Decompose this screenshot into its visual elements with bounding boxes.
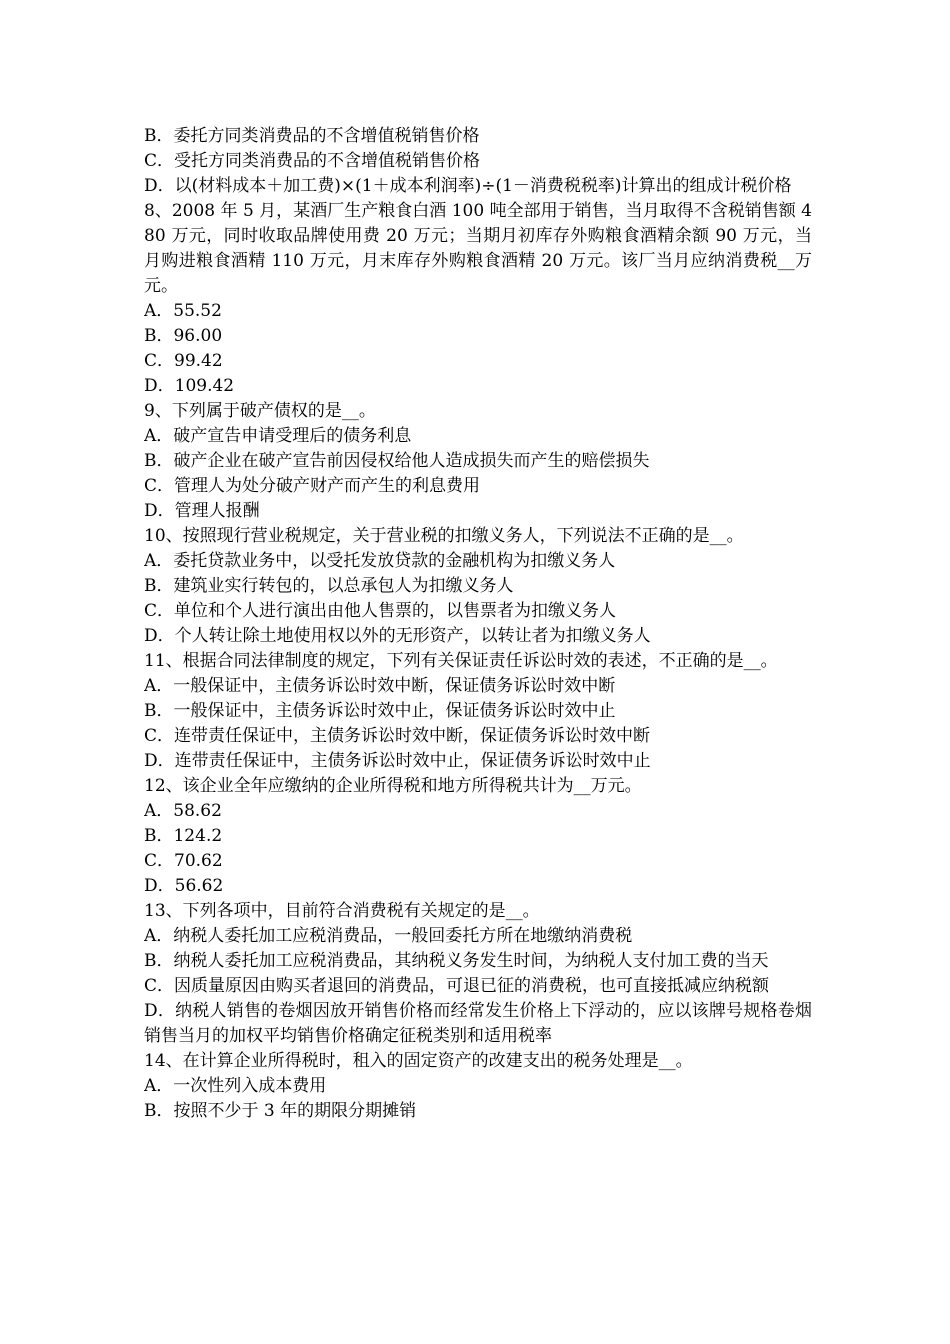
option-c: C．70.62: [144, 851, 223, 871]
option-c: C．因质量原因由购买者退回的消费品，可退已征的消费税，也可直接抵减应纳税额: [144, 976, 770, 996]
option-d: D．109.42: [144, 376, 235, 396]
question-11: [144, 649, 812, 774]
option-c: C．受托方同类消费品的不含增值税销售价格: [144, 151, 481, 171]
option-a: A．纳税人委托加工应税消费品，一般回委托方所在地缴纳消费税: [144, 926, 633, 946]
question-13: [144, 899, 812, 1049]
option-b: B．按照不少于 3 年的期限分期摊销: [144, 1101, 417, 1121]
option-c: C．连带责任保证中，主债务诉讼时效中断，保证债务诉讼时效中断: [144, 726, 651, 746]
question-stem: 13、下列各项中，目前符合消费税有关规定的是__。: [144, 901, 540, 921]
question-stem: 12、该企业全年应缴纳的企业所得税和地方所得税共计为__万元。: [144, 776, 642, 796]
option-a: A．55.52: [144, 301, 222, 321]
option-b: B．建筑业实行转包的，以总承包人为扣缴义务人: [144, 576, 514, 596]
option-a: A．58.62: [144, 801, 222, 821]
option-c: C．单位和个人进行演出由他人售票的，以售票者为扣缴义务人: [144, 601, 617, 621]
option-c: C．管理人为处分破产财产而产生的利息费用: [144, 476, 481, 496]
question-14: [144, 1049, 812, 1124]
question-stem: 11、根据合同法律制度的规定，下列有关保证责任诉讼时效的表述，不正确的是__。: [144, 651, 778, 671]
option-a: A．破产宣告申请受理后的债务利息: [144, 426, 412, 446]
option-a: A．委托贷款业务中，以受托发放贷款的金融机构为扣缴义务人: [144, 551, 616, 571]
document-page: [144, 124, 812, 1124]
option-b: B．委托方同类消费品的不含增值税销售价格: [144, 126, 480, 146]
question-stem: 9、下列属于破产债权的是__。: [144, 401, 376, 421]
option-d: D．连带责任保证中，主债务诉讼时效中止，保证债务诉讼时效中止: [144, 751, 651, 771]
option-a: A．一般保证中，主债务诉讼时效中断，保证债务诉讼时效中断: [144, 676, 616, 696]
option-d: D．管理人报酬: [144, 501, 260, 521]
question-8: [144, 199, 812, 399]
option-b: B．破产企业在破产宣告前因侵权给他人造成损失而产生的赔偿损失: [144, 451, 650, 471]
question-stem: 8、2008 年 5 月，某酒厂生产粮食白酒 100 吨全部用于销售，当月取得不含税销售额 480 万元，同时收取品牌使用费 20 万元；当期月初库存外购粮食酒精余额 90 万元，当月购进粮食酒精 110 万元，月末库存外购粮食酒精 20 万元。该厂当月应纳消费税__万元。: [144, 201, 812, 296]
option-b: B．124.2: [144, 826, 223, 846]
option-b: B．纳税人委托加工应税消费品，其纳税义务发生时间，为纳税人支付加工费的当天: [144, 951, 769, 971]
question-9: [144, 399, 812, 524]
option-b: B．96.00: [144, 326, 223, 346]
question-12: [144, 774, 812, 899]
option-a: A．一次性列入成本费用: [144, 1076, 327, 1096]
option-d: D．以(材料成本＋加工费)×(1＋成本利润率)÷(1－消费税税率)计算出的组成计税价格: [144, 176, 792, 196]
option-d: D．56.62: [144, 876, 224, 896]
question-stem: 14、在计算企业所得税时，租入的固定资产的改建支出的税务处理是__。: [144, 1051, 693, 1071]
option-d: D．个人转让除土地使用权以外的无形资产，以转让者为扣缴义务人: [144, 626, 651, 646]
option-c: C．99.42: [144, 351, 223, 371]
question-10: [144, 524, 812, 649]
question-stem: 10、按照现行营业税规定，关于营业税的扣缴义务人，下列说法不正确的是__。: [144, 526, 744, 546]
option-d: D．纳税人销售的卷烟因放开销售价格而经常发生价格上下浮动的，应以该牌号规格卷烟销售当月的加权平均销售价格确定征税类别和适用税率: [144, 1001, 812, 1046]
option-b: B．一般保证中，主债务诉讼时效中止，保证债务诉讼时效中止: [144, 701, 616, 721]
question-7-options: [144, 124, 812, 199]
